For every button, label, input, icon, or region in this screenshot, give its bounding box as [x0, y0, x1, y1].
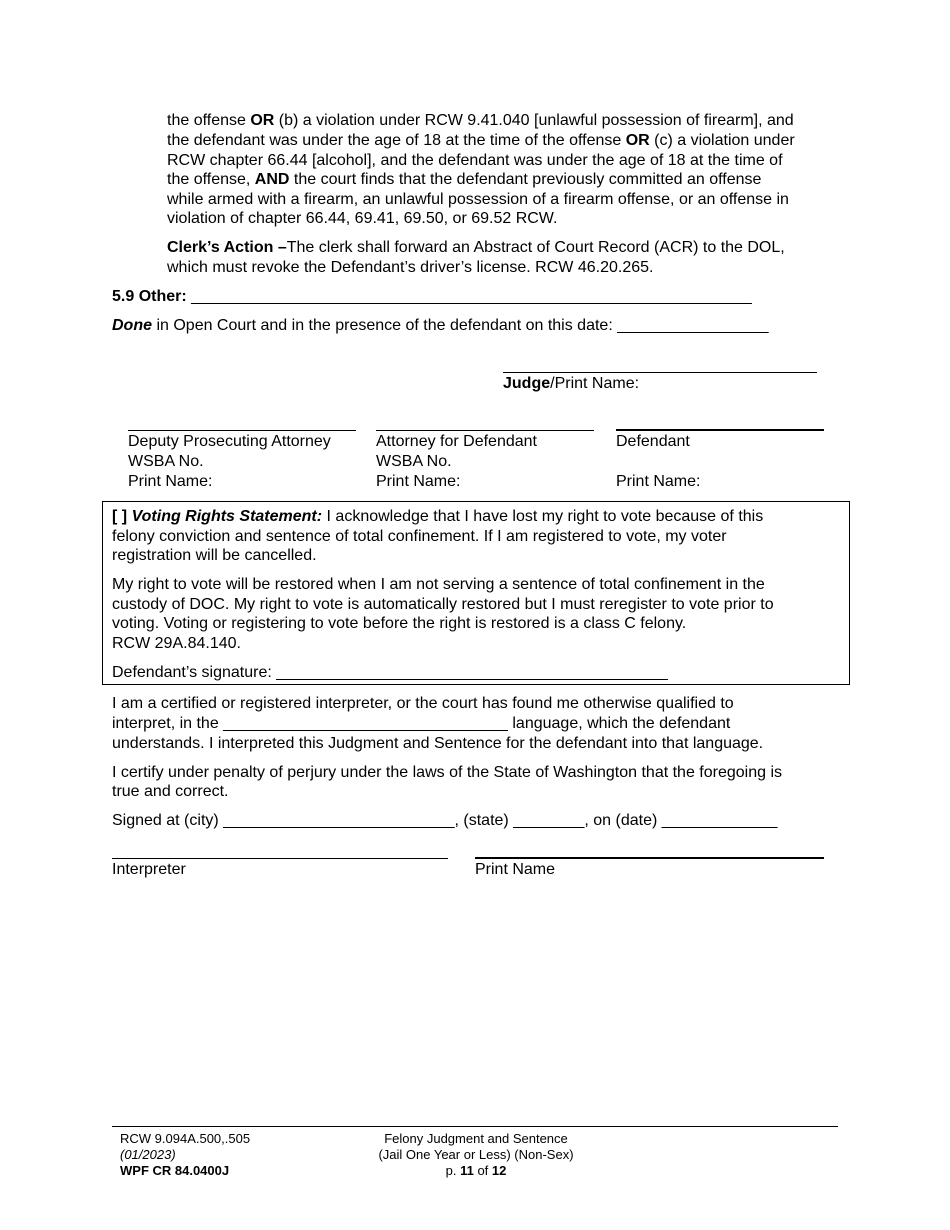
footer-form-number: WPF CR 84.0400J [120, 1163, 230, 1178]
offense-text-line-1: the offense OR (b) a violation under RCW 9.41.040 [unlawful possession of firearm], and [167, 112, 794, 129]
voting-rights-line-2: felony conviction and sentence of total confinement. If I am registered to vote, my voter [112, 528, 727, 545]
defense-attorney-title: Attorney for Defendant [376, 433, 537, 450]
offense-text-line-5: while armed with a firearm, an unlawful possession of a firearm offense, or an offense in [167, 191, 789, 208]
date-blank[interactable]: _________________ [617, 317, 769, 334]
footer-page-number: p. 11 of 12 [445, 1163, 507, 1178]
footer-title: Felony Judgment and Sentence [384, 1131, 568, 1146]
defense-attorney-print-name: Print Name: [376, 473, 461, 490]
offense-text-line-3: RCW chapter 66.44 [alcohol], and the defendant was under the age of 18 at the time of [167, 152, 783, 169]
interpreter-line-1: I am a certified or registered interpreter, or the court has found me otherwise qualified to [112, 695, 734, 712]
other-section [112, 287, 752, 307]
defendant-signature-row: Defendant’s signature: ____________________________________________ [112, 664, 668, 681]
voting-rights-heading: Voting Rights Statement: [131, 508, 323, 525]
voting-restore-rcw: RCW 29A.84.140. [112, 635, 241, 652]
voting-restore-line-1: My right to vote will be restored when I am not serving a sentence of total confinement in the [112, 576, 765, 593]
other-label: 5.9 Other: [112, 288, 187, 305]
certify-line-2: true and correct. [112, 783, 229, 800]
certify-line-1: I certify under penalty of perjury under the laws of the State of Washington that the foregoing is [112, 764, 783, 781]
done-in-court-line: Done in Open Court and in the presence of the defendant on this date: _________________ [112, 317, 769, 334]
voting-restore-line-2: custody of DOC. My right to vote is automatically restored but I must reregister to vote prior to [112, 596, 774, 613]
judge-signature-line[interactable] [503, 372, 817, 373]
voting-restore-line-3: voting. Voting or registering to vote before the right is restored is a class C felony. [112, 615, 687, 632]
footer-subtitle: (Jail One Year or Less) (Non-Sex) [378, 1147, 574, 1162]
interpreter-label: Interpreter [112, 861, 186, 878]
offense-text-line-2: the defendant was under the age of 18 at the time of the offense OR (c) a violation under [167, 132, 795, 149]
footer-rcw: RCW 9.094A.500,.505 [120, 1131, 251, 1146]
clerk-action-line-1: Clerk’s Action –The clerk shall forward an Abstract of Court Record (ACR) to the DOL, [167, 239, 785, 256]
interpreter-signature-line[interactable] [112, 858, 448, 859]
voting-checkbox[interactable]: [ ] [112, 508, 128, 525]
voting-rights-line-1: [ ] Voting Rights Statement: I acknowledge that I have lost my right to vote because of this [112, 508, 764, 525]
defense-attorney-wsba: WSBA No. [376, 453, 452, 470]
footer-rule [112, 1126, 838, 1127]
interpreter-line-2: interpret, in the ________________________________ language, which the defendant [112, 715, 731, 732]
prosecutor-print-name: Print Name: [128, 473, 213, 490]
offense-text-line-6: violation of chapter 66.44, 69.41, 69.50, or 69.52 RCW. [167, 210, 558, 227]
footer-date: (01/2023) [120, 1147, 176, 1162]
defendant-signature-blank[interactable]: ____________________________________________ [276, 664, 668, 681]
clerk-action-label: Clerk’s Action – [167, 239, 287, 256]
clerk-action-line-2: which must revoke the Defendant’s driver’s license. RCW 46.20.265. [167, 259, 654, 276]
other-blank[interactable]: _______________________________________________________________ [191, 288, 752, 305]
print-name-label: Print Name [475, 861, 556, 878]
voting-rights-line-3: registration will be cancelled. [112, 547, 317, 564]
interpreter-line-3: understands. I interpreted this Judgment and Sentence for the defendant into that language. [112, 735, 764, 752]
defendant-title: Defendant [616, 433, 690, 450]
signed-date-blank[interactable]: _____________ [661, 812, 778, 829]
defendant-signature-line[interactable] [616, 429, 824, 431]
offense-text-line-4: the offense, AND the court finds that the defendant previously committed an offense [167, 171, 762, 188]
prosecutor-title: Deputy Prosecuting Attorney [128, 433, 331, 450]
judge-label: Judge/Print Name: [503, 375, 640, 392]
defense-attorney-signature-line[interactable] [376, 430, 594, 431]
signed-at-line: Signed at (city) __________________________, (state) ________, on (date) _____________ [112, 812, 778, 829]
prosecutor-signature-line[interactable] [128, 430, 356, 431]
interpreter-print-name-line[interactable] [475, 857, 824, 859]
defendant-print-name: Print Name: [616, 473, 701, 490]
language-blank[interactable]: ________________________________ [223, 715, 508, 732]
prosecutor-wsba: WSBA No. [128, 453, 204, 470]
